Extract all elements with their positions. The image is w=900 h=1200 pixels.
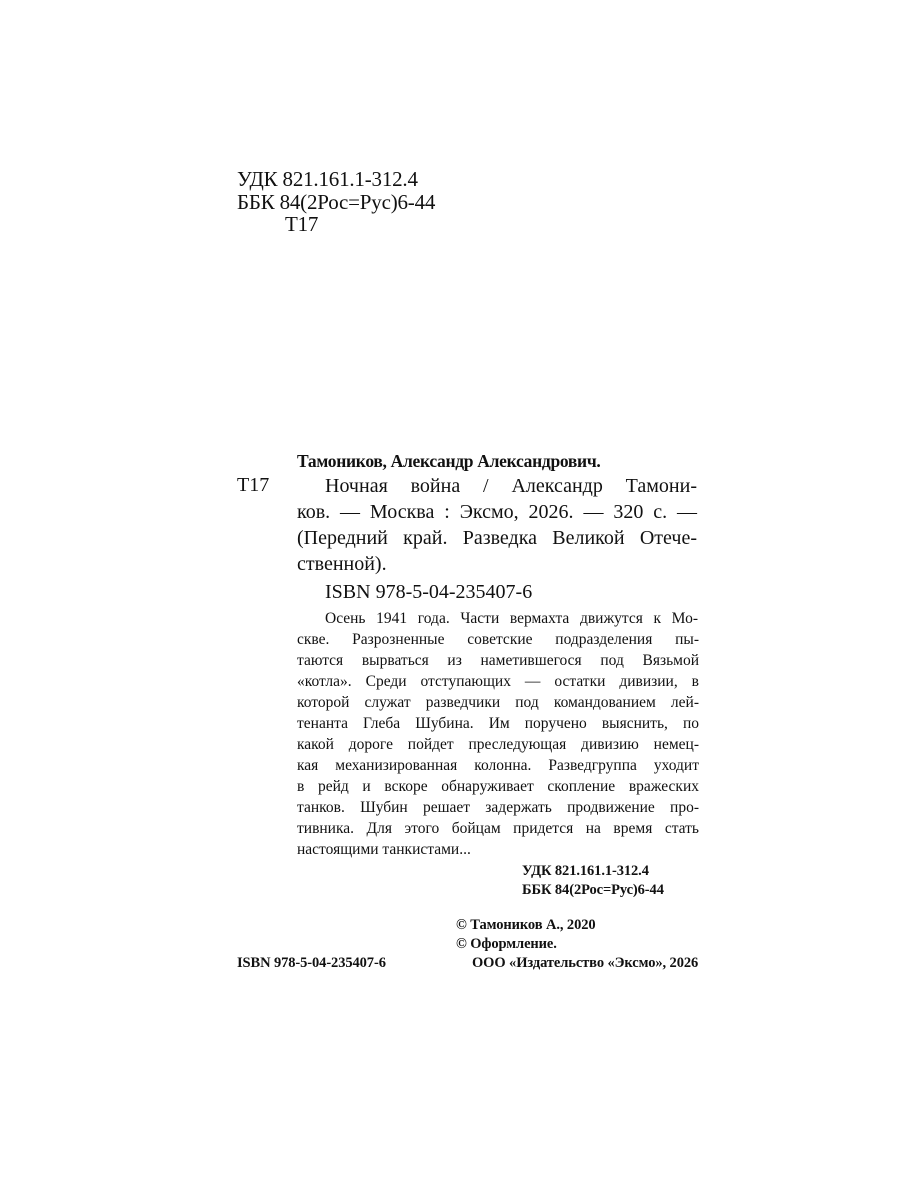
record-isbn: ISBN 978-5-04-235407-6 [325,581,533,603]
footer-isbn: ISBN 978-5-04-235407-6 [237,955,386,971]
annotation-line: которой служат разведчики под командованием лей- [297,694,699,711]
annotation-line: Осень 1941 года. Части вермахта движутся к Мо- [325,610,698,627]
top-bbk: ББК 84(2Рос=Рус)6-44 [237,190,436,214]
bib-line: ков. — Москва : Эксмо, 2026. — 320 с. — [297,501,697,523]
annotation-line: «котла». Среди отступающих — остатки дивизии, в [297,673,699,690]
copyright-design: © Оформление. [456,936,557,952]
annotation-line: тенанта Глеба Шубина. Им поручено выяснить, по [297,715,699,732]
copyright-author: © Тамоников А., 2020 [456,917,596,933]
annotation-line: кая механизированная колонна. Разведгруппа уходит [297,757,699,774]
annotation-line: в рейд и вскоре обнаруживает скопление вражеских [297,778,699,795]
annotation-line: скве. Разрозненные советские подразделения пы- [297,631,699,648]
bib-line: ственной). [297,553,387,575]
record-udk: УДК 821.161.1-312.4 [522,863,649,879]
copyright-publisher: ООО «Издательство «Эксмо», 2026 [472,955,699,971]
annotation-line: таются вырваться из наметившегося под Вязьмой [297,652,699,669]
record-author-code: Т17 [237,474,270,496]
author-heading: Тамоников, Александр Александрович. [297,451,601,471]
annotation-line: тивника. Для этого бойцам придется на время стать [297,820,699,837]
annotation-line: танков. Шубин решает задержать продвижение про- [297,799,699,816]
bib-line: (Передний край. Разведка Великой Отече- [297,527,697,549]
top-author-code: Т17 [285,212,319,236]
top-udk: УДК 821.161.1-312.4 [237,167,418,191]
bib-line: Ночная война / Александр Тамони- [325,475,697,497]
annotation-line: какой дороге пойдет преследующая дивизию немец- [297,736,699,753]
annotation-line: настоящими танкистами... [297,841,471,858]
record-bbk: ББК 84(2Рос=Рус)6-44 [522,882,664,898]
